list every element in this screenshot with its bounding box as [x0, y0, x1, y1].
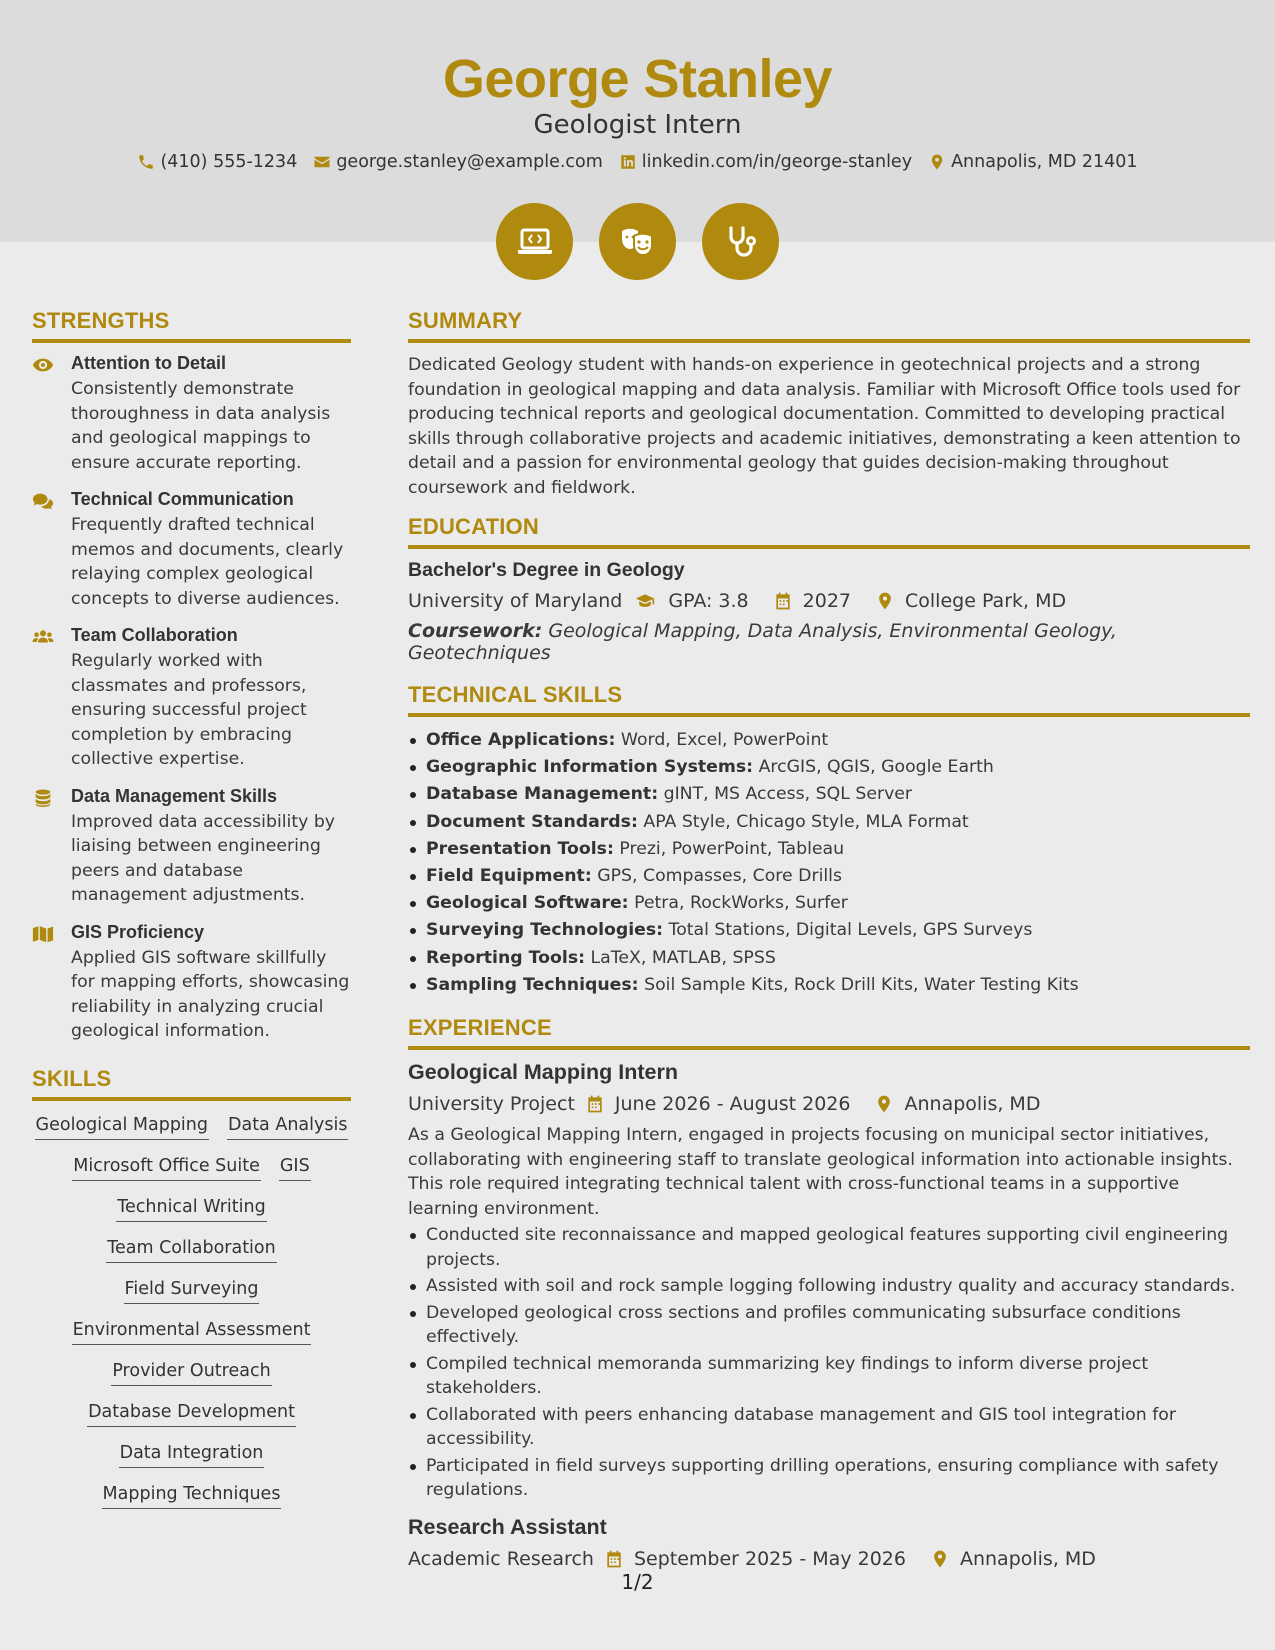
job-bullets	[408, 1223, 1250, 1503]
skill-tag: Database Development	[87, 1402, 296, 1427]
skill-tag: Microsoft Office Suite	[72, 1156, 261, 1181]
tech-skill-value: Prezi, PowerPoint, Tableau	[619, 838, 845, 859]
contact-location	[928, 152, 1137, 172]
tech-skill-label: Office Applications:	[426, 730, 616, 750]
phone-icon	[137, 153, 155, 171]
experience-heading: EXPERIENCE	[408, 1015, 1250, 1050]
contact-linkedin[interactable]	[619, 152, 912, 172]
left-column	[32, 308, 351, 1509]
summary-heading: SUMMARY	[408, 308, 1250, 343]
tech-skill-label: Geographic Information Systems:	[426, 757, 754, 778]
list-item: Compiled technical memoranda summarizing key findings to inform diverse project stakeholders.	[408, 1352, 1250, 1401]
tech-skill-label: Surveying Technologies:	[426, 920, 664, 941]
school-location: College Park, MD	[905, 590, 1067, 612]
strength-title: GIS Proficiency	[71, 921, 205, 942]
strength-desc: Improved data accessibility by liaising between engineering peers and database management adjustments.	[71, 811, 336, 905]
eye-icon	[32, 355, 54, 375]
job-title: Geological Mapping Intern	[408, 1060, 678, 1085]
tech-skill-value: LaTeX, MATLAB, SPSS	[590, 947, 776, 968]
skills-heading: SKILLS	[32, 1066, 351, 1101]
contact-bar	[0, 152, 1275, 172]
skill-tag: Mapping Techniques	[102, 1484, 282, 1509]
linkedin-icon	[619, 153, 637, 171]
interest-badges	[0, 203, 1275, 280]
candidate-name: George Stanley	[442, 49, 833, 109]
right-column	[408, 308, 1250, 1578]
list-item	[408, 754, 1250, 781]
tech-skill-value: APA Style, Chicago Style, MLA Format	[643, 811, 969, 832]
skill-tag: GIS	[279, 1156, 311, 1181]
contact-email[interactable]	[313, 152, 602, 172]
list-item	[408, 727, 1250, 754]
job-dates: September 2025 - May 2026	[633, 1547, 906, 1570]
technical-skills-list	[408, 727, 1250, 999]
list-item: Assisted with soil and rock sample logging following industry quality and accuracy standards.	[408, 1274, 1250, 1299]
location-text: Annapolis, MD 21401	[951, 152, 1138, 172]
job-meta	[408, 1093, 1250, 1115]
gpa-text: GPA: 3.8	[668, 590, 749, 612]
linkedin-text: linkedin.com/in/george-stanley	[641, 152, 913, 172]
strength-item	[32, 625, 351, 772]
job-entry	[408, 1060, 1250, 1503]
job-org: Academic Research	[408, 1547, 594, 1570]
skill-tag: Geological Mapping	[35, 1115, 209, 1140]
tech-skill-label: Sampling Techniques:	[426, 974, 639, 995]
graduation-cap-icon	[632, 591, 658, 611]
job-description: As a Geological Mapping Intern, engaged in projects focusing on municipal sector initiatives, collaborating with engineering staff to translate geological information into actionable insights. This role required integrating technical talent with cross-functional teams in a supportive learning environment.	[408, 1125, 1233, 1219]
laptop-code-badge	[496, 203, 573, 280]
strength-title: Technical Communication	[71, 489, 294, 509]
tech-skill-label: Document Standards:	[426, 811, 638, 832]
job-title-heading: Geologist Intern	[533, 110, 742, 140]
list-item: Developed geological cross sections and profiles communicating subsurface conditions effectively.	[408, 1301, 1250, 1350]
contact-phone[interactable]	[137, 152, 297, 172]
grad-year: 2027	[802, 590, 852, 612]
list-item	[408, 836, 1250, 863]
laptop-code-icon	[515, 222, 555, 262]
strength-item	[32, 786, 351, 908]
list-item	[408, 863, 1250, 890]
summary-text: Dedicated Geology student with hands-on experience in geotechnical projects and a strong foundation in geological mapping and data analysis. Familiar with Microsoft Office tools used for producing technical reports and geological documentation. Committed to developing practical skills through collaborative projects and academic initiatives, demonstrating a keen attention to detail and a passion for environmental geology that guides decision-making throughout coursework and fieldwork.	[408, 355, 1241, 498]
school-name: University of Maryland	[408, 590, 623, 612]
tech-skill-value: Soil Sample Kits, Rock Drill Kits, Water Testing Kits	[644, 974, 1079, 995]
degree-title: Bachelor's Degree in Geology	[408, 559, 685, 581]
comments-icon	[32, 491, 54, 511]
strength-title: Team Collaboration	[71, 625, 238, 645]
skill-tag: Data Analysis	[227, 1115, 348, 1140]
tech-skill-value: Total Stations, Digital Levels, GPS Surveys	[668, 920, 1033, 941]
coursework-line	[408, 620, 1250, 664]
stethoscope-icon	[721, 222, 761, 262]
list-item: Participated in field surveys supporting drilling operations, ensuring compliance with safety regulations.	[408, 1454, 1250, 1503]
strength-item	[32, 922, 351, 1044]
stethoscope-badge	[702, 203, 779, 280]
theater-masks-badge	[599, 203, 676, 280]
envelope-icon	[313, 153, 331, 171]
theater-masks-icon	[618, 222, 658, 262]
list-item: Collaborated with peers enhancing database management and GIS tool integration for accessibility.	[408, 1403, 1250, 1452]
map-marker-icon	[930, 1549, 950, 1569]
job-dates: June 2026 - August 2026	[614, 1093, 851, 1116]
tech-skill-label: Presentation Tools:	[426, 838, 614, 859]
phone-text: (410) 555-1234	[160, 152, 298, 172]
strength-item	[32, 489, 351, 611]
skill-tag: Provider Outreach	[111, 1361, 271, 1386]
tech-skill-label: Reporting Tools:	[426, 947, 586, 968]
skill-tag: Data Integration	[119, 1443, 265, 1468]
job-title: Research Assistant	[408, 1514, 607, 1539]
list-item	[408, 972, 1250, 999]
tech-skill-value: gINT, MS Access, SQL Server	[663, 784, 913, 805]
strength-desc: Regularly worked with classmates and professors, ensuring successful project completion by embracing collective expertise.	[71, 651, 307, 769]
skill-tag: Technical Writing	[116, 1197, 266, 1222]
email-text: george.stanley@example.com	[336, 152, 603, 172]
strength-desc: Consistently demonstrate thoroughness in data analysis and geological mappings to ensure accurate reporting.	[71, 379, 331, 473]
coursework-list: Geological Mapping, Data Analysis, Environmental Geology, Geotechniques	[408, 620, 1117, 664]
skill-tag: Field Surveying	[124, 1279, 260, 1304]
users-icon	[32, 627, 54, 647]
database-icon	[32, 788, 54, 808]
map-marker-icon	[875, 591, 895, 611]
tech-skill-value: ArcGIS, QGIS, Google Earth	[758, 757, 994, 778]
map-marker-icon	[874, 1094, 894, 1114]
map-icon	[32, 924, 54, 944]
list-item	[408, 781, 1250, 808]
strength-title: Attention to Detail	[71, 353, 226, 373]
job-meta	[408, 1548, 1250, 1570]
tech-skill-label: Field Equipment:	[426, 866, 592, 887]
tech-skill-value: Word, Excel, PowerPoint	[620, 730, 829, 750]
tech-skill-label: Database Management:	[426, 784, 659, 805]
map-marker-icon	[928, 153, 946, 171]
tech-skill-label: Geological Software:	[426, 893, 629, 914]
skill-tag: Team Collaboration	[106, 1238, 276, 1263]
education-heading: EDUCATION	[408, 514, 1250, 549]
calendar-icon	[773, 591, 793, 611]
strength-desc: Frequently drafted technical memos and documents, clearly relaying complex geological concepts to diverse audiences.	[71, 515, 344, 609]
list-item: Conducted site reconnaissance and mapped geological features supporting civil engineering projects.	[408, 1223, 1250, 1272]
job-entry	[408, 1515, 1250, 1570]
calendar-icon	[604, 1549, 624, 1569]
list-item	[408, 917, 1250, 944]
list-item	[408, 890, 1250, 917]
strength-item	[32, 353, 351, 475]
education-meta	[408, 590, 1250, 612]
strengths-heading: STRENGTHS	[32, 308, 351, 343]
tech-skill-value: GPS, Compasses, Core Drills	[597, 866, 842, 887]
skills-list	[32, 1111, 351, 1509]
strength-desc: Applied GIS software skillfully for mapping efforts, showcasing reliability in analyzing crucial geological information.	[71, 947, 350, 1041]
coursework-label: Coursework:	[408, 620, 543, 642]
list-item	[408, 809, 1250, 836]
job-location: Annapolis, MD	[959, 1547, 1096, 1570]
strength-title: Data Management Skills	[71, 785, 278, 806]
skill-tag: Environmental Assessment	[72, 1320, 312, 1345]
page-number: 1/2	[621, 1570, 654, 1594]
tech-skill-value: Petra, RockWorks, Surfer	[634, 893, 848, 914]
job-location: Annapolis, MD	[904, 1093, 1041, 1116]
job-org: University Project	[408, 1093, 575, 1116]
technical-skills-heading: TECHNICAL SKILLS	[408, 682, 1250, 717]
list-item	[408, 945, 1250, 972]
calendar-icon	[585, 1094, 605, 1114]
